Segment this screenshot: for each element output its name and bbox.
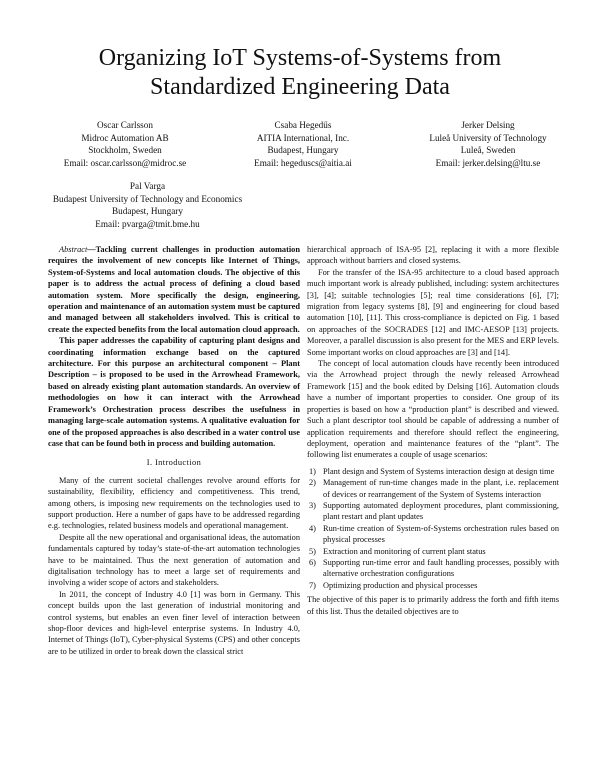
intro-paragraph-2: Despite all the new operational and organisational ideas, the automation fundamentals captured by today’s state-of-the-art automation technologies have to be maintained. Thus the next generation of automation and digitalisation technology has to meet a large set of requirements and involving a wider scope of actors and stakeholders. bbox=[48, 532, 300, 588]
author-email: Email: pvarga@tmit.bme.hu bbox=[95, 218, 200, 229]
paper-title bbox=[40, 44, 560, 102]
abstract-label: Abstract bbox=[59, 245, 88, 254]
list-item: 4) Run-time creation of System-of-Systems orchestration rules based on physical processes bbox=[309, 523, 559, 545]
list-item: 6) Supporting run-time error and fault handling processes, possibly with alternative orchestration configurations bbox=[309, 557, 559, 579]
list-item: 2) Management of run-time changes made in the plant, i.e. replacement of devices or rearrangement of the System of Systems interaction bbox=[309, 478, 559, 499]
author-email: Email: jerker.delsing@ltu.se bbox=[435, 157, 541, 168]
author-location: Stockholm, Sweden bbox=[88, 145, 162, 156]
author-email: Email: hegeduscs@aitia.ai bbox=[254, 157, 352, 168]
list-item: 7) Optimizing production and physical processes bbox=[309, 580, 478, 590]
title-line-1: Organizing IoT Systems-of-Systems from bbox=[98, 45, 502, 71]
author-block-3 bbox=[408, 119, 568, 169]
title-line-2: Standardized Engineering Data bbox=[150, 74, 450, 100]
list-item: 5) Extraction and monitoring of current plant status bbox=[309, 546, 486, 556]
author-block-1 bbox=[45, 119, 205, 169]
author-location: Budapest, Hungary bbox=[267, 145, 339, 156]
author-affiliation: AITIA International, Inc. bbox=[256, 132, 350, 143]
author-name: Jerker Delsing bbox=[461, 120, 515, 130]
author-affiliation: Midroc Automation AB bbox=[81, 132, 169, 143]
author-email: Email: oscar.carlsson@midroc.se bbox=[63, 157, 187, 168]
author-name: Csaba Hegedűs bbox=[274, 120, 332, 130]
right-paragraph-4: The objective of this paper is to primarily address the forth and fifth items of this list. Thus the detailed objectives are to bbox=[307, 595, 559, 616]
author-location: Luleå, Sweden bbox=[460, 145, 516, 156]
list-item: 1) Plant design and System of Systems interaction design at design time bbox=[309, 466, 555, 476]
intro-paragraph-1: Many of the current societal challenges revolve around efforts for sustainability, flexibility, efficiency and competitiveness. This trend, among others, is imposing new requirements on the technologies used to support production. Here a number of gaps have to be addressed regarding e.g. technologies, related business models and operational management. bbox=[48, 475, 300, 531]
abstract-paragraph-1: Abstract—Tackling current challenges in production automation requires the involvement of new concepts like Internet of Things, System-of-Systems and local automation clouds. The objective of this paper is to address the actual process of defining a cloud based automation system. More specifically the design, engineering, operation and maintenance of an automation system must be captured and managed between all stakeholders involved. This is critical to create the expected benefits from the local automation cloud approach. bbox=[48, 245, 300, 334]
author-block-4 bbox=[40, 180, 255, 230]
author-name: Pal Varga bbox=[129, 181, 166, 191]
author-block-2 bbox=[228, 119, 378, 169]
usage-scenario-list bbox=[307, 466, 559, 591]
left-column bbox=[48, 244, 300, 657]
author-affiliation: Luleå University of Technology bbox=[429, 132, 547, 143]
list-item: 3) Supporting automated deployment procedures, plant commissioning, plant restart and plant updates bbox=[309, 500, 559, 522]
right-paragraph-2: For the transfer of the ISA-95 architecture to a cloud based approach much important work is already published, including: system architectures [3], [4]; suitable technologies [5]; real time considerations [6], [7]; migration from legacy systems [8], [9] and engineering for cloud based automation [10], [11]. This cross-compliance is depicted on Fig. 1 based on approaches of the SOCRADES [12] and IMC-AESOP [13] projects. Moreover, a parallel discussion is also present for the MES and ERP levels. Some important works on cloud approaches are [3] and [14]. bbox=[307, 267, 559, 357]
author-name: Oscar Carlsson bbox=[97, 120, 153, 130]
section-heading-introduction: I. Introduction bbox=[146, 458, 202, 468]
author-location: Budapest, Hungary bbox=[112, 206, 183, 217]
abstract bbox=[48, 244, 300, 449]
right-paragraph-1: hierarchical approach of ISA-95 [2], replacing it with a more flexible approach without barriers and closed systems. bbox=[307, 245, 559, 266]
right-paragraph-3: The concept of local automation clouds have recently been introduced via the Arrowhead project through the newly released Arrowhead Framework [15] and the book edited by Delsing [16]. Automation clouds have a number of important properties to consider. One group of its properties is based on how a “production plant” is described and viewed. Such a plant descriptor tool should be capable of addressing a number of application requirements and therefore should reflect the engineering, deployment, operation and maintenance features of the “plant”. The following list enumerates a couple of usage scenarios: bbox=[307, 359, 559, 460]
right-column bbox=[307, 244, 559, 617]
author-affiliation: Budapest University of Technology and Economics bbox=[52, 193, 243, 204]
intro-paragraph-3: In 2011, the concept of Industry 4.0 [1] was born in Germany. This concept builds upon the last generation of industrial monitoring and control systems, but enables an even finer level of interaction between shop-floor devices and high-level enterprise systems. In Industry 4.0, Internet of Things (IoT), Cyber-physical Systems (CPS) and other concepts are to be utilized in order to break down the classical strict bbox=[48, 589, 300, 656]
abstract-paragraph-2: This paper addresses the capability of capturing plant designs and coordinating information exchange based on the captured architecture. For this purpose an architectural component – Plant Description – is proposed to be used in the Arrowhead Framework, based on already existing plant automation standards. An overview of methodologies on how it can interact with the Arrowhead Framework’s Orchestration process describes the usefulness in managing large-scale automation systems. A qualitative evaluation for one of the proposed approaches is also described in a water control use case that can be found both in process and building automation. bbox=[48, 336, 300, 448]
